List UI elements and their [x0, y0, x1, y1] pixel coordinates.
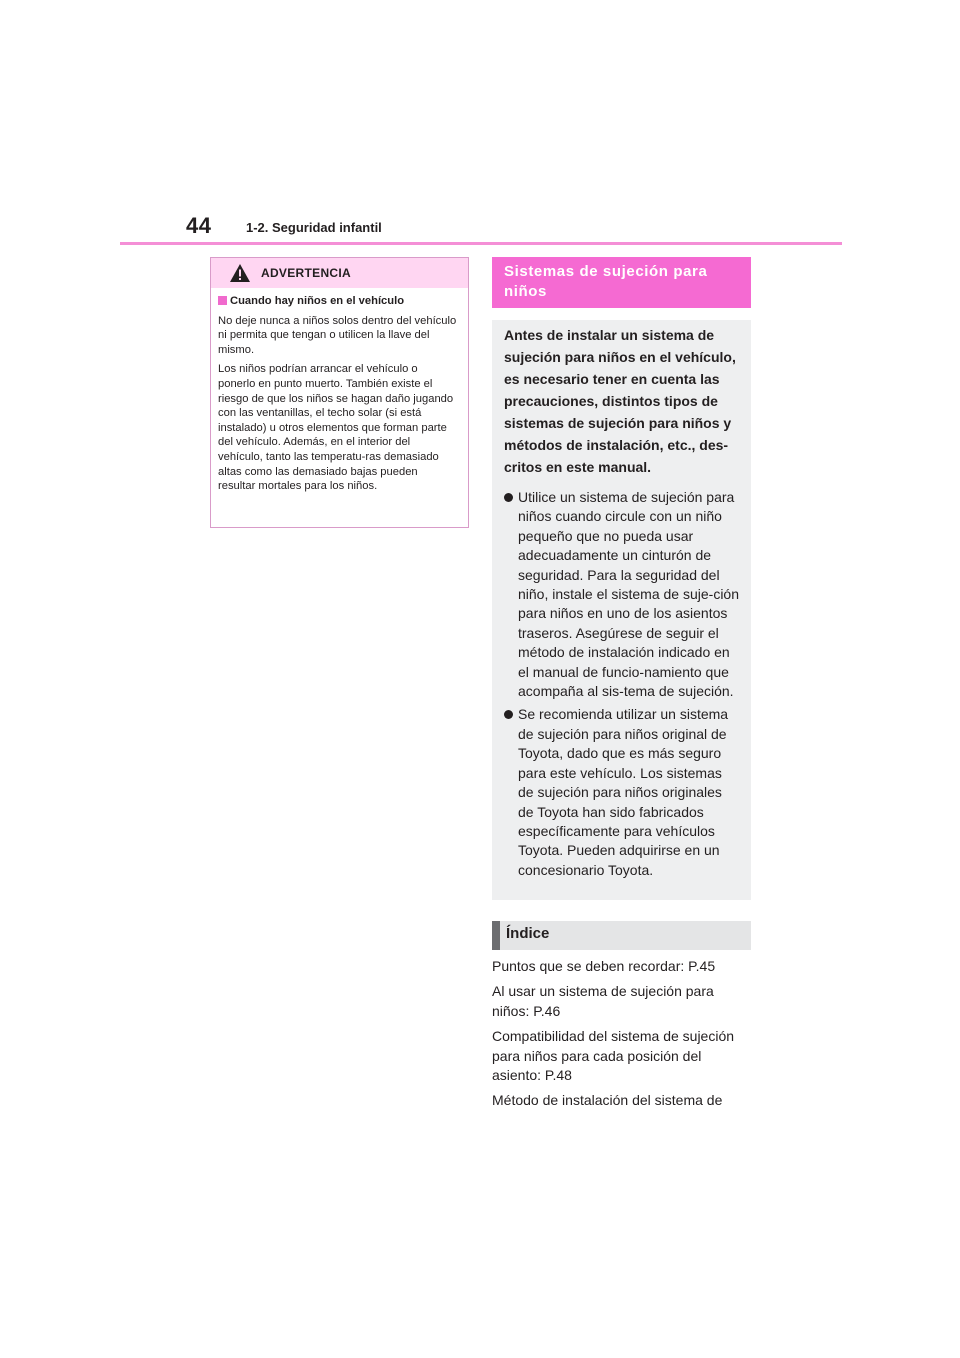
- warning-paragraph: No deje nunca a niños solos dentro del vehículo ni permita que tengan o utilicen la llave del mismo.: [218, 314, 457, 356]
- index-item: Método de instalación del sistema de: [492, 1092, 723, 1109]
- index-list: [492, 957, 754, 1117]
- warning-title: ADVERTENCIA: [261, 266, 351, 280]
- warning-body: [211, 288, 468, 494]
- bullet-text: Se recomienda utilizar un sistema de sujeción para niños original de Toyota, dado que es más seguro para este vehículo. Los sistemas de sujeción para niños originales de Toyota han sido fabricados específicamente para vehículos Toyota. Pueden adquirirse en un concesionario Toyota.: [518, 706, 729, 878]
- warning-subheading-text: Cuando hay niños en el vehículo: [230, 295, 405, 307]
- section-banner: Sistemas de sujeción para niños: [492, 257, 751, 308]
- index-item: Al usar un sistema de sujeción para niños: P.46: [492, 983, 714, 1019]
- header-rule: [120, 242, 842, 245]
- bullet-item: [504, 488, 741, 701]
- info-box: [492, 320, 751, 900]
- index-header: Índice: [492, 921, 751, 950]
- section-title: 1-2. Seguridad infantil: [246, 220, 382, 235]
- bullet-item: [504, 705, 741, 880]
- page-number: 44: [186, 213, 212, 238]
- bullet-text: Utilice un sistema de sujeción para niños cuando circule con un niño pequeño que no pueda usar adecuadamente un cinturón de seguridad. Para la seguridad del niño, instale el sistema de suje-ción para niños en uno de los asientos traseros. Asegúrese de seguir el método de instalación indicado en el manual de funcio-namiento que acompaña al sis-tema de sujeción.: [518, 489, 740, 700]
- warning-triangle-icon: [229, 263, 251, 283]
- square-bullet-icon: [218, 296, 227, 305]
- bullet-dot-icon: [504, 710, 513, 719]
- index-item: Compatibilidad del sistema de sujeción para niños para cada posición del asiento: P.48: [492, 1028, 735, 1084]
- warning-subheading: [218, 294, 458, 309]
- warning-header: [211, 258, 468, 288]
- warning-paragraph: Los niños podrían arrancar el vehículo o ponerlo en punto muerto. También existe el riesgo de que los niños se hagan daño jugando con las ventanillas, el techo solar (si está instalado) u otros elementos que forman parte del vehículo. Además, en el interior del vehículo, tanto las temperatu-ras demasiado altas como las demasiado bajas pueden resultar mortales para los niños.: [218, 363, 454, 493]
- index-item: Puntos que se deben recordar: P.45: [492, 958, 716, 974]
- info-intro: Antes de instalar un sistema de sujeción para niños en el vehículo, es necesario tener en cuenta las precauciones, distintos tipos de sistemas de sujeción para niños y métodos de instalación, etc., des-critos en este manual.: [504, 327, 736, 475]
- warning-box: [210, 257, 469, 528]
- bullet-dot-icon: [504, 493, 513, 502]
